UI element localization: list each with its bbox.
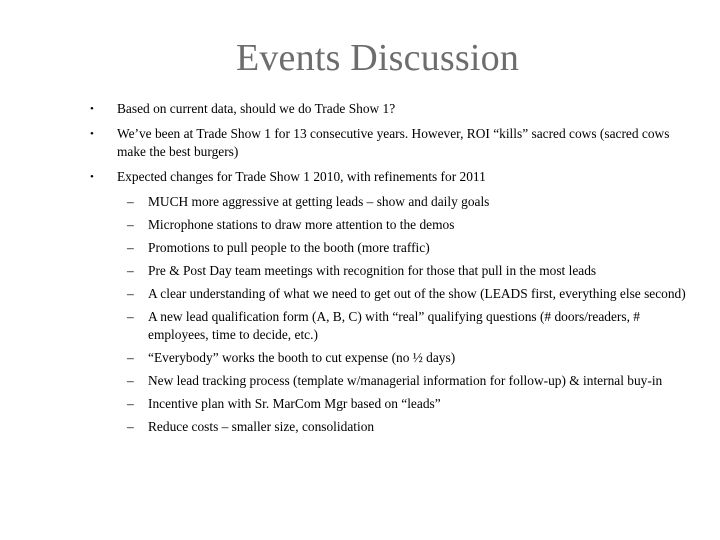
dash-icon: – xyxy=(127,396,134,411)
bullet-item xyxy=(90,100,700,118)
bullet-text: We’ve been at Trade Show 1 for 13 consecutive years. However, ROI “kills” sacred cows (sacred cows make the best burgers) xyxy=(117,126,670,159)
sub-bullet-item xyxy=(90,308,700,344)
sub-bullet-item xyxy=(90,285,700,303)
sub-bullet-text: Reduce costs – smaller size, consolidation xyxy=(148,419,375,434)
sub-bullet-text: Promotions to pull people to the booth (more traffic) xyxy=(148,240,430,255)
sub-bullet-item xyxy=(90,216,700,234)
sub-bullet-text: A new lead qualification form (A, B, C) with “real” qualifying questions (# doors/readers, # employees, time to decide, etc.) xyxy=(148,309,640,342)
sub-bullet-item xyxy=(90,239,700,257)
sub-bullet-item xyxy=(90,193,700,211)
bullet-icon: • xyxy=(90,103,94,115)
sub-bullet-text: Incentive plan with Sr. MarCom Mgr based on “leads” xyxy=(148,396,441,411)
bullet-text: Expected changes for Trade Show 1 2010, with refinements for 2011 xyxy=(117,169,486,184)
dash-icon: – xyxy=(127,263,134,278)
sub-bullet-item xyxy=(90,349,700,367)
sub-bullet-item xyxy=(90,372,700,390)
bullet-item xyxy=(90,125,700,161)
bullet-list xyxy=(90,100,700,441)
slide-title: Events Discussion xyxy=(235,37,520,79)
sub-bullet-text: Microphone stations to draw more attention to the demos xyxy=(148,217,455,232)
dash-icon: – xyxy=(127,309,134,324)
sub-bullet-text: New lead tracking process (template w/managerial information for follow-up) & internal buy-in xyxy=(148,373,663,388)
dash-icon: – xyxy=(127,373,134,388)
dash-icon: – xyxy=(127,240,134,255)
dash-icon: – xyxy=(127,419,134,434)
dash-icon: – xyxy=(127,286,134,301)
bullet-icon: • xyxy=(90,128,94,140)
sub-bullet-text: “Everybody” works the booth to cut expense (no ½ days) xyxy=(148,350,456,365)
sub-bullet-text: MUCH more aggressive at getting leads – show and daily goals xyxy=(148,194,490,209)
dash-icon: – xyxy=(127,350,134,365)
sub-bullet-item xyxy=(90,262,700,280)
sub-bullet-text: Pre & Post Day team meetings with recognition for those that pull in the most leads xyxy=(148,263,597,278)
bullet-icon: • xyxy=(90,171,94,183)
sub-bullet-list xyxy=(90,193,700,436)
bullet-item xyxy=(90,168,700,186)
bullet-text: Based on current data, should we do Trade Show 1? xyxy=(117,101,396,116)
dash-icon: – xyxy=(127,194,134,209)
sub-bullet-item xyxy=(90,418,700,436)
sub-bullet-item xyxy=(90,395,700,413)
sub-bullet-text: A clear understanding of what we need to get out of the show (LEADS first, everything else second) xyxy=(148,286,686,301)
dash-icon: – xyxy=(127,217,134,232)
